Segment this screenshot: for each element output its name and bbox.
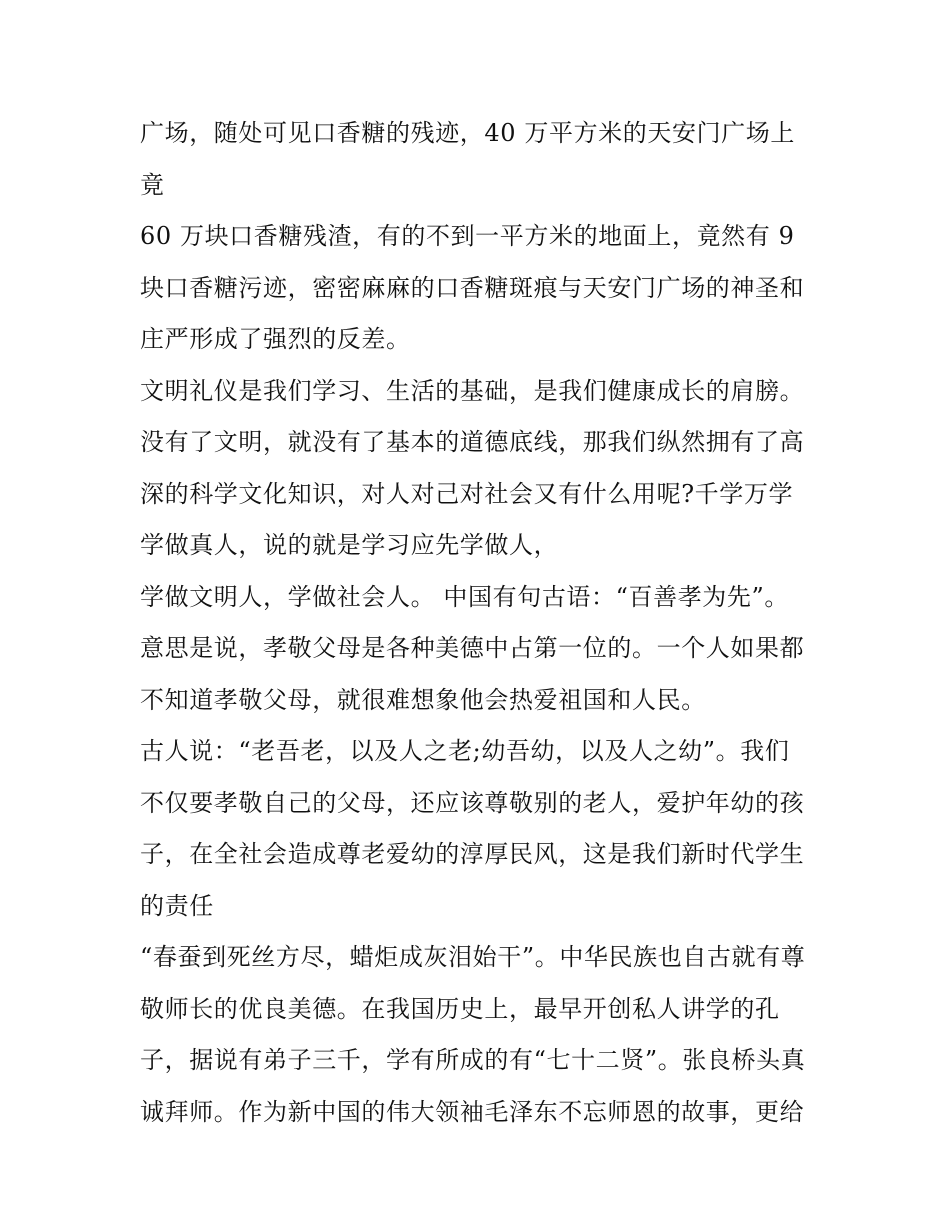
text-line: 的责任: [140, 891, 214, 920]
text-line: 学做真人，说的就是学习应先学做人，: [140, 531, 559, 559]
text-line: 没有了文明，就没有了基本的道德底线，那我们纵然拥有了高: [140, 428, 805, 456]
text-line: 子，在全社会造成尊老爱幼的淳厚民风，这是我们新时代学生: [140, 840, 805, 868]
text-line: 诚拜师。作为新中国的伟大领袖毛泽东不忘师恩的故事，更给: [140, 1097, 805, 1126]
text-line: 不知道孝敬父母，就很难想象他会热爱祖国和人民。: [140, 685, 706, 714]
text-line: 竟: [140, 170, 165, 199]
text-line: 深的科学文化知识，对人对己对社会又有什么用呢?千学万学: [140, 479, 794, 508]
text-line: 60 万块口香糖残渣，有的不到一平方米的地面上，竟然有 9: [140, 222, 795, 250]
text-line: 块口香糖污迹，密密麻麻的口香糖斑痕与天安门广场的神圣和: [140, 273, 805, 302]
text-line: 古人说：“老吾老，以及人之老;幼吾幼，以及人之幼”。我们: [140, 737, 790, 765]
text-line: “春蚕到死丝方尽，蜡炬成灰泪始干”。中华民族也自古就有尊: [140, 943, 806, 971]
text-line: 敬师长的优良美德。在我国历史上，最早开创私人讲学的孔: [140, 994, 780, 1023]
text-line: 庄严形成了强烈的反差。: [140, 325, 411, 353]
text-line: 子，据说有弟子三千，学有所成的有“七十二贤”。张良桥头真: [140, 1046, 806, 1074]
text-line: 意思是说，孝敬父母是各种美德中占第一位的。一个人如果都: [140, 634, 805, 662]
body-text: [140, 108, 840, 1138]
text-line: 学做文明人，学做社会人。 中国有句古语：“百善孝为先”。: [140, 582, 789, 611]
text-line: 广场，随处可见口香糖的残迹，40 万平方米的天安门广场上: [140, 119, 795, 147]
text-line: 文明礼仪是我们学习、生活的基础，是我们健康成长的肩膀。: [140, 376, 805, 405]
text-line: 不仅要孝敬自己的父母，还应该尊敬别的老人，爱护年幼的孩: [140, 788, 805, 817]
